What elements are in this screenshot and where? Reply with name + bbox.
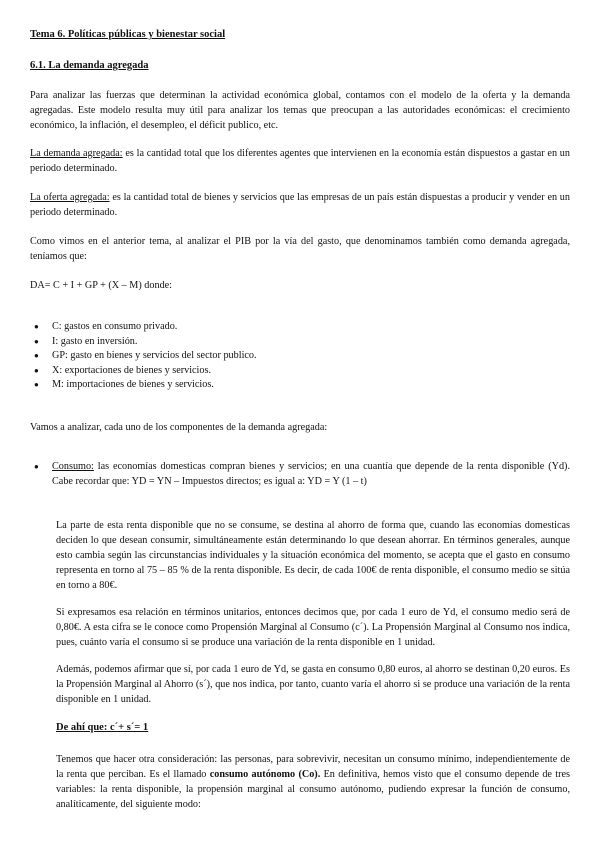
de-ahi-heading: De ahí que: c´+ s´= 1 <box>56 722 149 733</box>
consumo-autonomo-term: consumo autónomo (Co). <box>209 769 321 780</box>
paragraph-ahorro: La parte de esta renta disponible que no se consume, se destina al ahorro de forma que, cuando las economías domesticas deciden lo que desean consumir, simultáneamente están determinando lo que desean ahorrar. En términos generales, aunque esto cambia según las circunstancias individuales y la situación económica del momento, se acepta que el gasto en consumo representa en torno al 75 – 85 % de la renta disponible. Es decir, de cada 100€ de renta disponible, el consumo medio se sitúa en torno a 80€. <box>56 520 570 591</box>
demanda-definition <box>30 146 570 176</box>
oferta-term: La oferta agregada: <box>30 192 110 203</box>
intro-paragraph: Para analizar las fuerzas que determinan la actividad económica global, contamos con el modelo de la oferta y la demanda agregadas. Este modelo resulta muy útil para analizar los temas que preocupan a las autoridades económicas: el crecimiento económico, la inflación, el desempleo, el déficit publico, etc. <box>30 90 570 131</box>
list-item: ● I: gasto en inversión. <box>30 335 257 350</box>
list-item: ● X: exportaciones de bienes y servicios. <box>30 364 257 379</box>
document-title: Tema 6. Políticas públicas y bienestar social <box>30 29 226 40</box>
components-list <box>30 320 257 393</box>
consumo-list <box>30 459 570 489</box>
list-item <box>30 459 570 489</box>
para4-text-b: En definitiva, hemos visto que el consumo depende de tres variables: la renta disponible, la propensión marginal al consumo autónomo, pudiendo expresar la función de consumo, analíticamente, del siguiente modo: <box>56 769 570 810</box>
formula: DA= C + I + GP + (X – M) donde: <box>30 280 173 291</box>
list-item: ● C: gastos en consumo privado. <box>30 320 257 335</box>
paragraph-consumo-autonomo <box>56 752 570 812</box>
oferta-definition <box>30 190 570 220</box>
list-item: ● GP: gasto en bienes y servicios del sector publico. <box>30 349 257 364</box>
demanda-term: La demanda agregada: <box>30 148 123 159</box>
consumo-text: las economías domesticas compran bienes y servicios; en una cuantía que depende de la renta disponible (Yd). Cabe recordar que: YD = YN – Impuestos directos; es igual a: YD = Y (1 – t) <box>52 461 570 487</box>
paragraph-propension-ahorro: Además, podemos afirmar que sí, por cada 1 euro de Yd, se gasta en consumo 0,80 euros, al ahorro se destinan 0,20 euros. Es la Propensión Marginal al Ahorro (s´), que nos indica, por tanto, cuanto varía el ahorro si se produce una variación de la renta disponible en 1 unidad. <box>56 664 570 705</box>
section-heading: 6.1. La demanda agregada <box>30 60 149 71</box>
analyze-paragraph: Vamos a analizar, cada uno de los componentes de la demanda agregada: <box>30 422 328 433</box>
consumo-term: Consumo: <box>52 461 94 472</box>
oferta-text: es la cantidad total de bienes y servicios que las empresas de un país están dispuestas a producir y vender en un periodo determinado. <box>30 192 570 218</box>
paragraph-propension-consumo: Si expresamos esa relación en términos unitarios, entonces decimos que, por cada 1 euro de Yd, el consumo medio será de 0,80€. A esta cifra se le conoce como Propensión Marginal al Consumo (c´). La Propensión Marginal al Consumo nos indica, pues, cuánto varía el consumo si se produce una variación de la renta disponible en 1 unidad. <box>56 607 570 648</box>
demanda-text: es la cantidad total que los diferentes agentes que intervienen en la economía están dispuestos a gastar en un periodo determinado. <box>30 148 570 174</box>
para4-text-a: Tenemos que hacer otra consideración: las personas, para sobrevivir, necesitan un consumo mínimo, independientemente de la renta que perciban. Es el llamado <box>56 754 570 780</box>
list-item: ● M: importaciones de bienes y servicios. <box>30 378 257 393</box>
pib-paragraph: Como vimos en el anterior tema, al analizar el PIB por la vía del gasto, que denominamos también como demanda agregada, teníamos que: <box>30 236 570 262</box>
